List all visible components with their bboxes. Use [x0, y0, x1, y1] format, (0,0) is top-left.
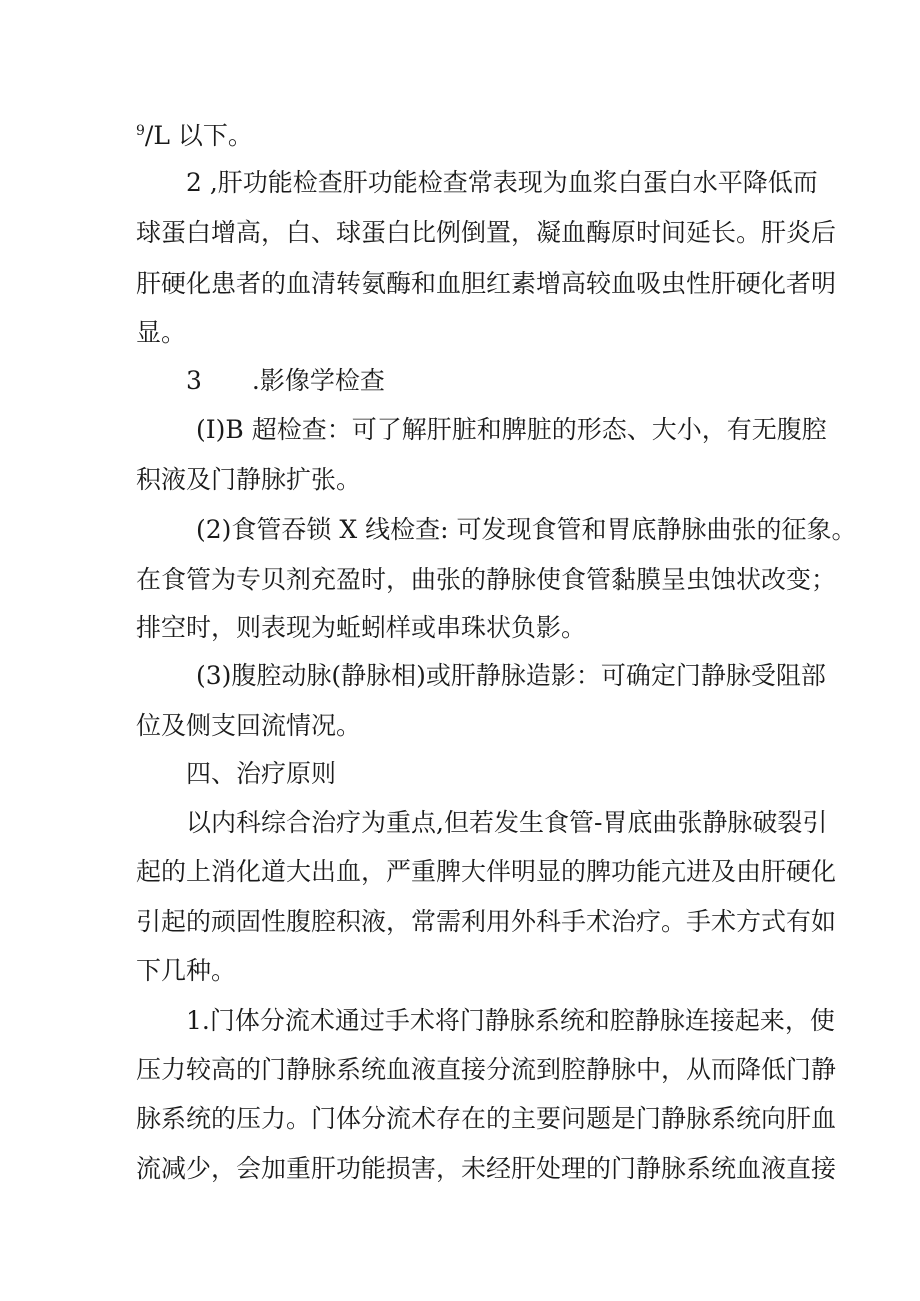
paragraph-line: 起的上消化道大出血，严重脾大伴明显的脾功能亢进及由肝硬化 [136, 857, 837, 886]
superscript: 9 [136, 123, 145, 139]
paragraph-line: 位及侧支回流情况。 [136, 711, 362, 740]
paragraph-line: 1.门体分流术通过手术将门静脉系统和腔静脉连接起来，使 [186, 1006, 835, 1035]
paragraph-line: (I)B 超检查：可了解肝脏和脾脏的形态、大小，有无腹腔 [196, 415, 827, 444]
paragraph-line-continuation: $^9$/L 以下。 [136, 121, 253, 150]
paragraph-line: 下几种。 [136, 956, 237, 985]
paragraph-line: (3)腹腔动脉(静脉相)或肝静脉造影：可确定门静脉受阻部 [196, 661, 826, 690]
paragraph-line: 肝硬化患者的血清转氨酶和血胆红素增高较血吸虫性肝硬化者明 [136, 269, 837, 298]
paragraph-line: 排空时，则表现为蚯蚓样或串珠状负影。 [136, 613, 587, 642]
paragraph-line: 流减少，会加重肝功能损害，未经肝处理的门静脉系统血液直接 [136, 1154, 837, 1183]
paragraph-line: 在食管为专贝剂充盈时，曲张的静脉使食管黏膜呈虫蚀状改变； [136, 565, 837, 594]
paragraph-line: 引起的顽固性腹腔积液，常需利用外科手术治疗。手术方式有如 [136, 907, 837, 936]
paragraph-line: 积液及门静脉扩张。 [136, 465, 362, 494]
paragraph-line: (2)食管吞锁 X 线检查: 可发现食管和胃底静脉曲张的征象。 [196, 515, 857, 544]
paragraph-line: 球蛋白增高，白、球蛋白比例倒置，凝血酶原时间延长。肝炎后 [136, 218, 837, 247]
section-heading: 四、治疗原则 [186, 759, 337, 788]
paragraph-line: 2 ,肝功能检查肝功能检查常表现为血浆白蛋白水平降低而 [186, 168, 818, 197]
paragraph-line: 以内科综合治疗为重点,但若发生食管-胃底曲张静脉破裂引 [186, 808, 828, 837]
paragraph-line: 显。 [136, 318, 187, 347]
paragraph-line: 压力较高的门静脉系统血液直接分流到腔静脉中，从而降低门静 [136, 1055, 837, 1084]
section-heading: 3 .影像学检查 [186, 366, 385, 395]
paragraph-line: 脉系统的压力。门体分流术存在的主要问题是门静脉系统向肝血 [136, 1104, 837, 1133]
